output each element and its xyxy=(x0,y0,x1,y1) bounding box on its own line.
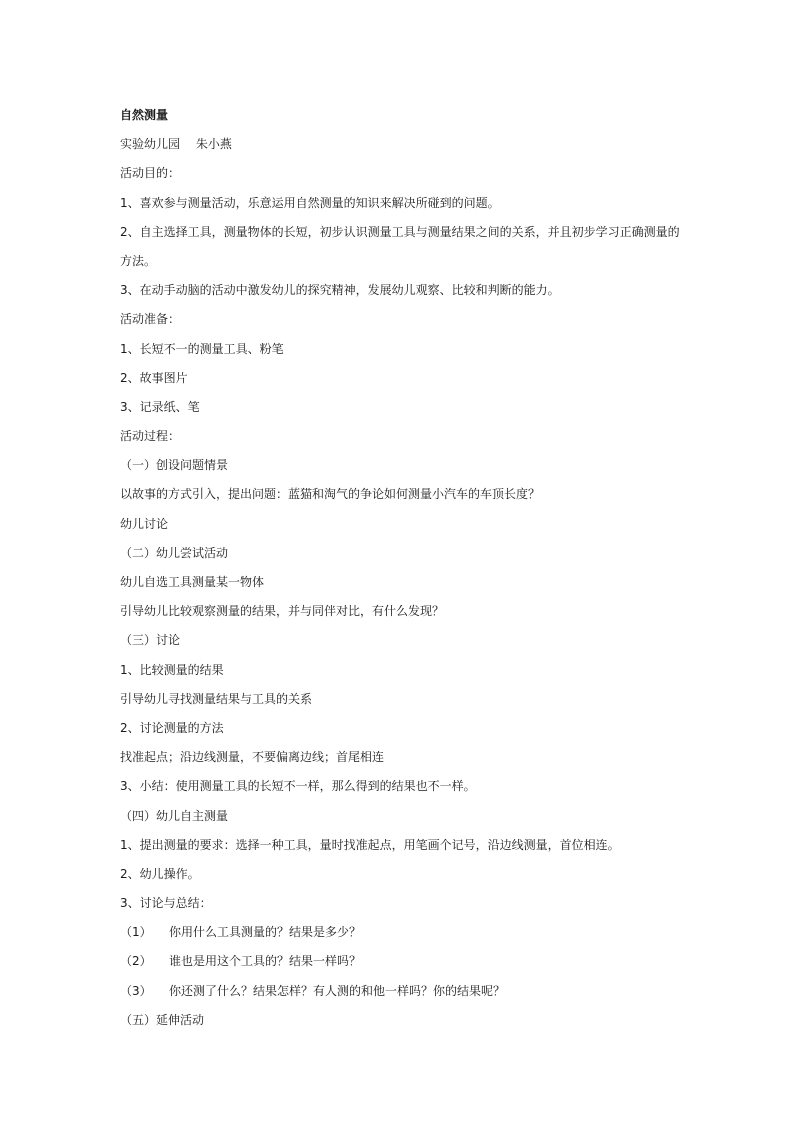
section-heading: （二）幼儿尝试活动 xyxy=(120,545,229,560)
section-line: 2、幼儿操作。 xyxy=(120,866,200,881)
section-line: 幼儿讨论 xyxy=(120,516,169,531)
question-text: 谁也是用这个工具的？结果一样吗？ xyxy=(169,954,362,969)
section-line: 找准起点；沿边线测量，不要偏离边线；首尾相连 xyxy=(120,750,385,765)
section-line: 引导幼儿寻找测量结果与工具的关系 xyxy=(120,691,313,706)
goal-item: 3、在动手动脑的活动中激发幼儿的探究精神，发展幼儿观察、比较和判断的能力。 xyxy=(120,283,560,298)
document-body xyxy=(120,101,720,1035)
question-text: 你用什么工具测量的？结果是多少？ xyxy=(169,925,362,940)
question-text: 你还测了什么？结果怎样？有人测的和他一样吗？你的结果呢？ xyxy=(169,983,506,998)
section-line: 1、比较测量的结果 xyxy=(120,662,224,677)
question-number: （3） xyxy=(120,983,152,998)
section-line: 2、讨论测量的方法 xyxy=(120,720,224,735)
document-title: 自然测量 xyxy=(120,108,169,122)
question-item xyxy=(120,977,720,1006)
section-heading: （四）幼儿自主测量 xyxy=(120,808,229,823)
goals-heading: 活动目的： xyxy=(120,166,181,181)
goal-item: 1、喜欢参与测量活动，乐意运用自然测量的知识来解决所碰到的问题。 xyxy=(120,195,500,210)
process-heading: 活动过程： xyxy=(120,429,181,444)
section-line: 引导幼儿比较观察测量的结果，并与同伴对比，有什么发现？ xyxy=(120,604,445,619)
question-number: （1） xyxy=(120,925,152,940)
prep-item: 3、记录纸、笔 xyxy=(120,399,200,414)
author-line: 实验幼儿园 朱小燕 xyxy=(120,137,232,152)
section-line: 3、讨论与总结： xyxy=(120,896,212,911)
prep-item: 1、长短不一的测量工具、粉笔 xyxy=(120,341,284,356)
question-item xyxy=(120,918,720,947)
section-heading: （一）创设问题情景 xyxy=(120,458,229,473)
section-line: 3、小结：使用测量工具的长短不一样，那么得到的结果也不一样。 xyxy=(120,779,476,794)
section-line: 1、提出测量的要求：选择一种工具，量时找准起点，用笔画个记号，沿边线测量，首位相连。 xyxy=(120,837,620,852)
section-heading: （五）延伸活动 xyxy=(120,1012,205,1027)
section-line: 幼儿自选工具测量某一物体 xyxy=(120,575,265,589)
section-line: 以故事的方式引入，提出问题：蓝猫和淘气的争论如何测量小汽车的车顶长度？ xyxy=(120,487,541,502)
goal-item-continuation: 方法。 xyxy=(120,253,157,268)
prep-item: 2、故事图片 xyxy=(120,370,188,385)
question-number: （2） xyxy=(120,954,152,969)
question-item xyxy=(120,947,720,976)
section-heading: （三）讨论 xyxy=(120,633,181,648)
prep-heading: 活动准备： xyxy=(120,312,181,327)
goal-item: 2、自主选择工具，测量物体的长短，初步认识测量工具与测量结果之间的关系，并且初步学习正确测量的 xyxy=(120,224,680,239)
